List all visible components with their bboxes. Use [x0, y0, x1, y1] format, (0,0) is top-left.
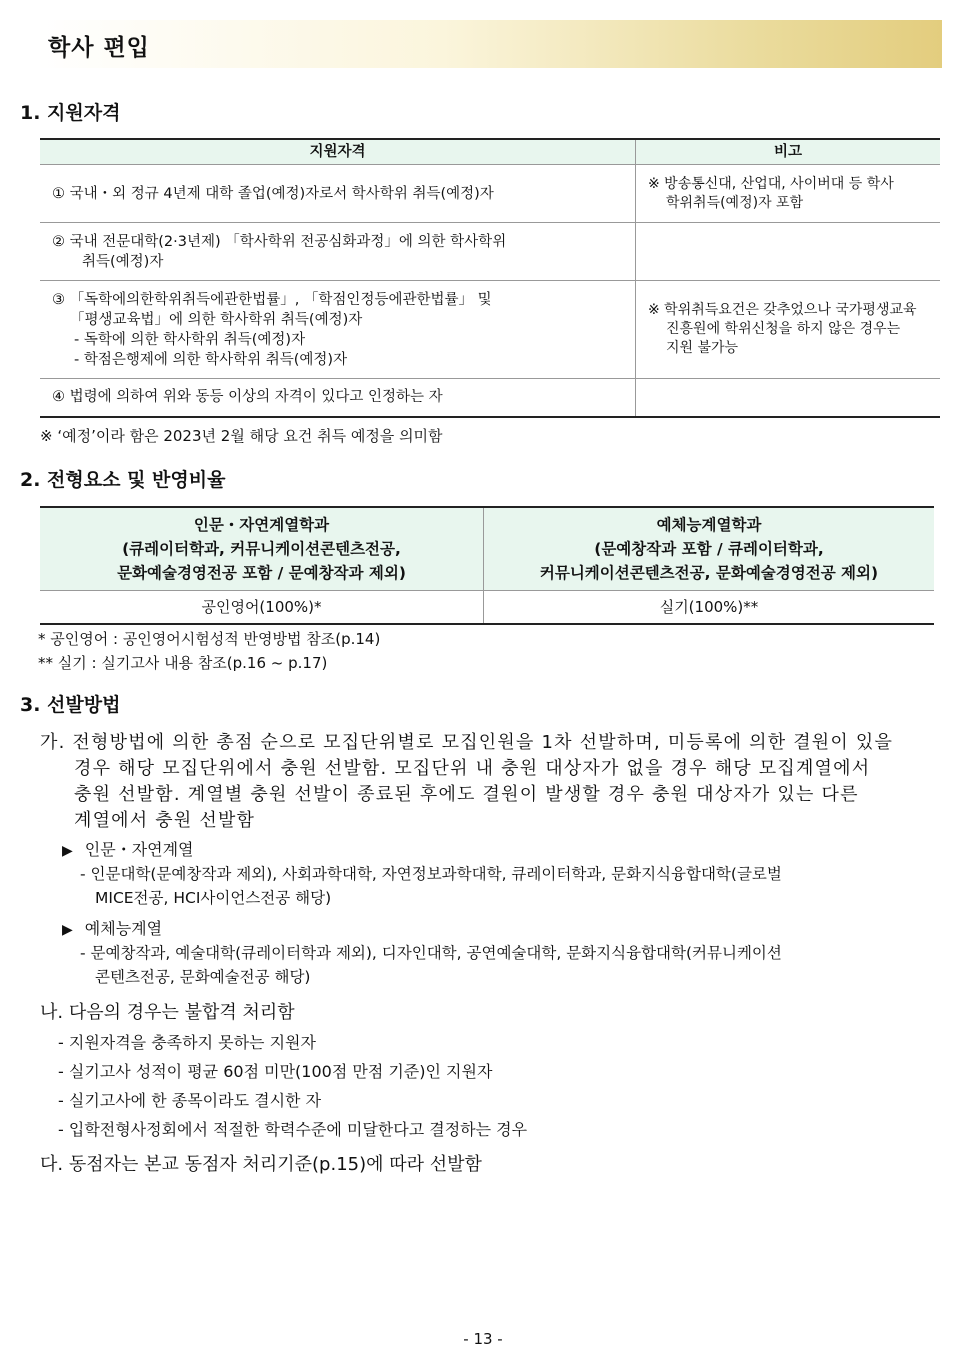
paragraph-line: 충원 선발함. 계열별 충원 선발이 종료된 후에도 결원이 발생할 경우 충원 대상자가 있는 다른 — [74, 784, 859, 805]
eligibility-cell: ① 국내・외 정규 4년제 대학 졸업(예정)자로서 학사학위 취득(예정)자 — [40, 165, 636, 223]
section2-title: 2. 전형요소 및 반영비율 — [20, 469, 226, 491]
group-label-humanities: ▶ 인문・자연계열 — [62, 837, 194, 860]
eligibility-cell: ③ 「독학에의한학위취득에관한법률」, 「학점인정등에관한법률」 및 「평생교육법」에 의한 학사학위 취득(예정)자 - 독학에 의한 학사학위 취득(예정)자 - 학점은행제에 의한 학사학위 취득(예정)자 — [40, 281, 636, 379]
page-number: - 13 - — [463, 1330, 503, 1348]
list-item: - 입학전형사정회에서 적절한 학력수준에 미달한다고 결정하는 경우 — [58, 1120, 528, 1139]
value-cell: 실기(100%)** — [484, 591, 935, 625]
section3-title: 3. 선발방법 — [20, 694, 121, 716]
eligibility-cell: ④ 법령에 의하여 위와 동등 이상의 자격이 있다고 인정하는 자 — [40, 379, 636, 417]
list-item: - 지원자격을 충족하지 못하는 지원자 — [58, 1033, 316, 1052]
paragraph-line: 계열에서 충원 선발함 — [74, 810, 256, 831]
selection-ratio-table — [40, 506, 934, 625]
list-item: - 실기고사에 한 종목이라도 결시한 자 — [58, 1091, 322, 1110]
note-cell — [636, 379, 941, 417]
group-line: 콘텐츠전공, 문화예술전공 해당) — [95, 968, 311, 986]
group-line: - 인문대학(문예창작과 제외), 사회과학대학, 자연정보과학대학, 큐레이터학과, 문화지식융합대학(글로벌 — [80, 865, 782, 883]
page-title: 학사 편입 — [48, 35, 150, 61]
table-row — [40, 379, 940, 417]
tie-break-line: 다. 동점자는 본교 동점자 처리기준(p.15)에 따라 선발함 — [40, 1154, 482, 1175]
paragraph-line: 경우 해당 모집단위에서 충원 선발함. 모집단위 내 충원 대상자가 없을 경우 해당 모집계열에서 — [74, 758, 871, 779]
note-cell — [636, 223, 941, 281]
group-line: MICE전공, HCI사이언스전공 해당) — [95, 889, 332, 907]
section1-title: 1. 지원자격 — [20, 102, 121, 124]
value-cell: 공인영어(100%)* — [201, 598, 322, 616]
table-row — [40, 281, 940, 379]
group-label-arts: ▶ 예체능계열 — [62, 916, 162, 939]
column-header-arts: 예체능계열학과 (문예창작과 포함 / 큐레이터학과, 커뮤니케이션콘텐츠전공, 문화예술경영전공 제외) — [484, 507, 935, 591]
eligibility-cell: ② 국내 전문대학(2·3년제) 「학사학위 전공심화과정」에 의한 학사학위 취득(예정)자 — [40, 223, 636, 281]
table-header: 비고 — [636, 139, 941, 165]
list-item: - 실기고사 성적이 평균 60점 미만(100점 만점 기준)인 지원자 — [58, 1062, 493, 1081]
disqualification-title: 나. 다음의 경우는 불합격 처리함 — [40, 1002, 295, 1023]
table-row — [40, 591, 934, 625]
section2-note: * 공인영어 : 공인영어시험성적 반영방법 참조(p.14) — [38, 630, 381, 648]
table-header: 지원자격 — [40, 139, 636, 165]
note-cell: ※ 학위취득요건은 갖추었으나 국가평생교육 진흥원에 학위신청을 하지 않은 경우는 지원 불가능 — [636, 281, 941, 379]
section2-note: ** 실기 : 실기고사 내용 참조(p.16 ~ p.17) — [38, 654, 328, 672]
eligibility-table — [40, 138, 940, 418]
page-title-banner — [36, 20, 942, 68]
note-cell: ※ 방송통신대, 산업대, 사이버대 등 학사 학위취득(예정)자 포함 — [636, 165, 941, 223]
table-row — [40, 165, 940, 223]
column-header-humanities: 인문・자연계열학과 (큐레이터학과, 커뮤니케이션콘텐츠전공, 문화예술경영전공 포함 / 문예창작과 제외) — [40, 507, 484, 591]
group-line: - 문예창작과, 예술대학(큐레이터학과 제외), 디자인대학, 공연예술대학, 문화지식융합대학(커뮤니케이션 — [80, 944, 782, 962]
section1-footnote: ※ ‘예정’이라 함은 2023년 2월 해당 요건 취득 예정을 의미함 — [40, 427, 443, 445]
paragraph-line: 가. 전형방법에 의한 총점 순으로 모집단위별로 모집인원을 1차 선발하며, 미등록에 의한 결원이 있을 — [40, 732, 894, 753]
table-row — [40, 223, 940, 281]
